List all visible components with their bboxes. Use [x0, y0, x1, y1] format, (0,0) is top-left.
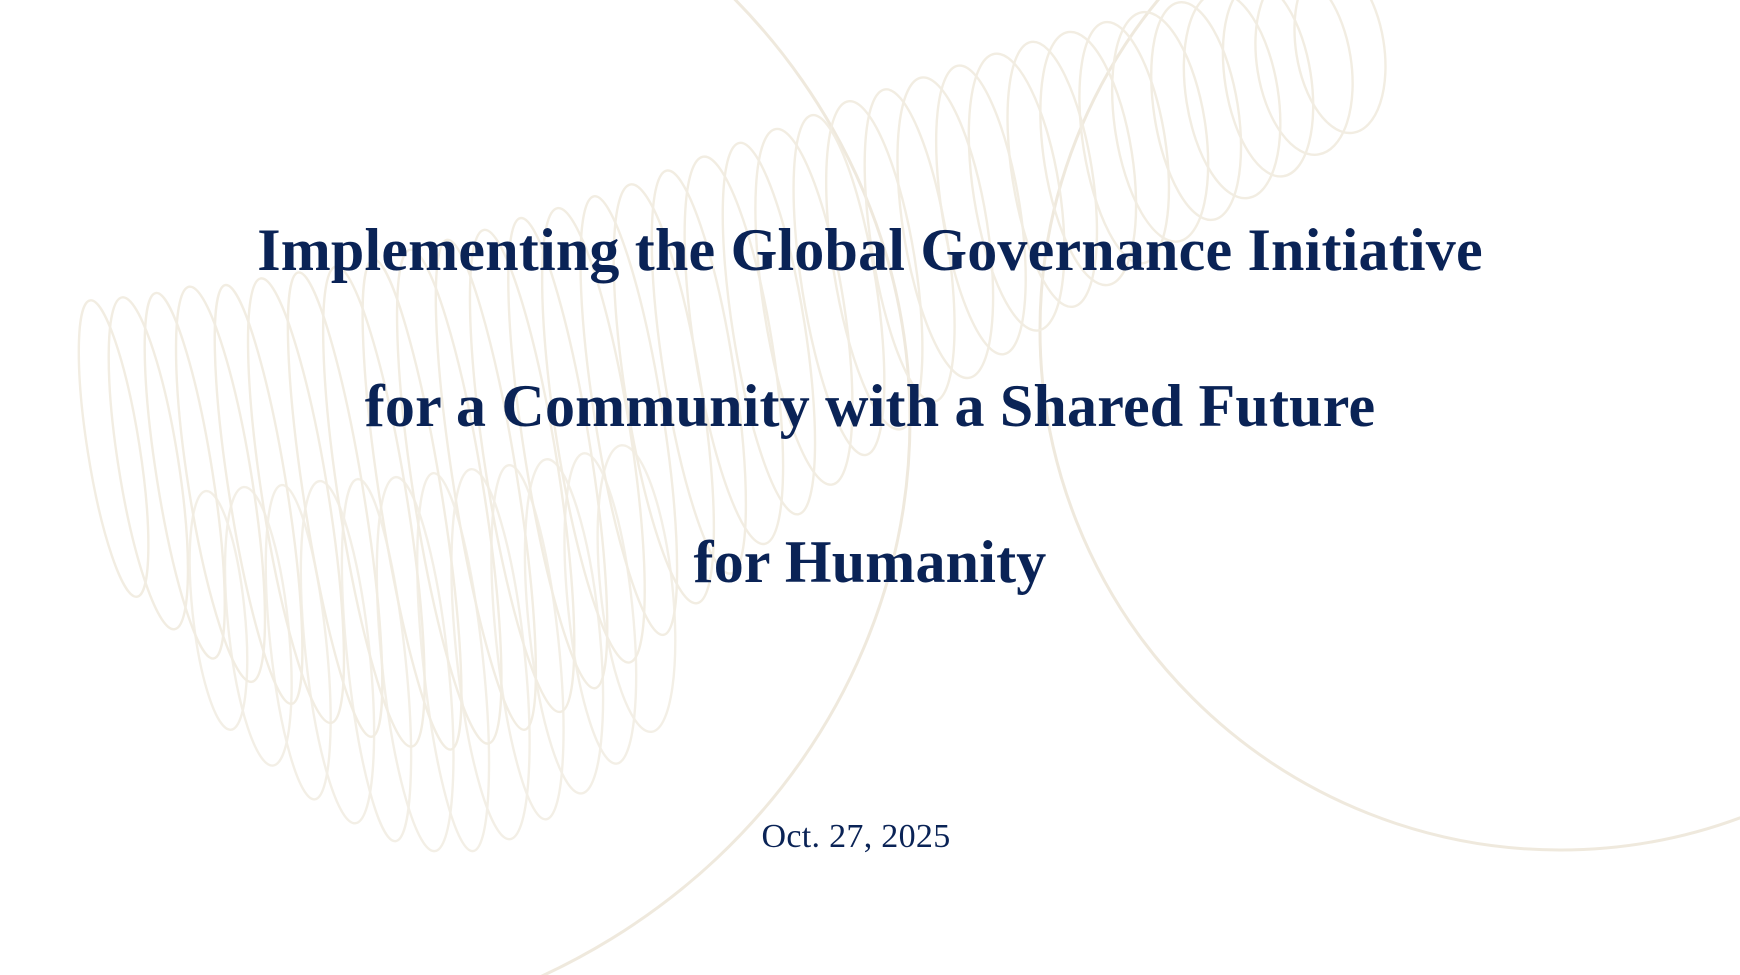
title-line-3: for Humanity: [693, 529, 1047, 595]
slide-date: [0, 818, 1740, 856]
date-text: Oct. 27, 2025: [761, 818, 951, 855]
title-line-1: Implementing the Global Governance Initiative: [257, 217, 1483, 283]
slide-title: [90, 172, 1650, 640]
title-line-2: for a Community with a Shared Future: [364, 373, 1376, 439]
